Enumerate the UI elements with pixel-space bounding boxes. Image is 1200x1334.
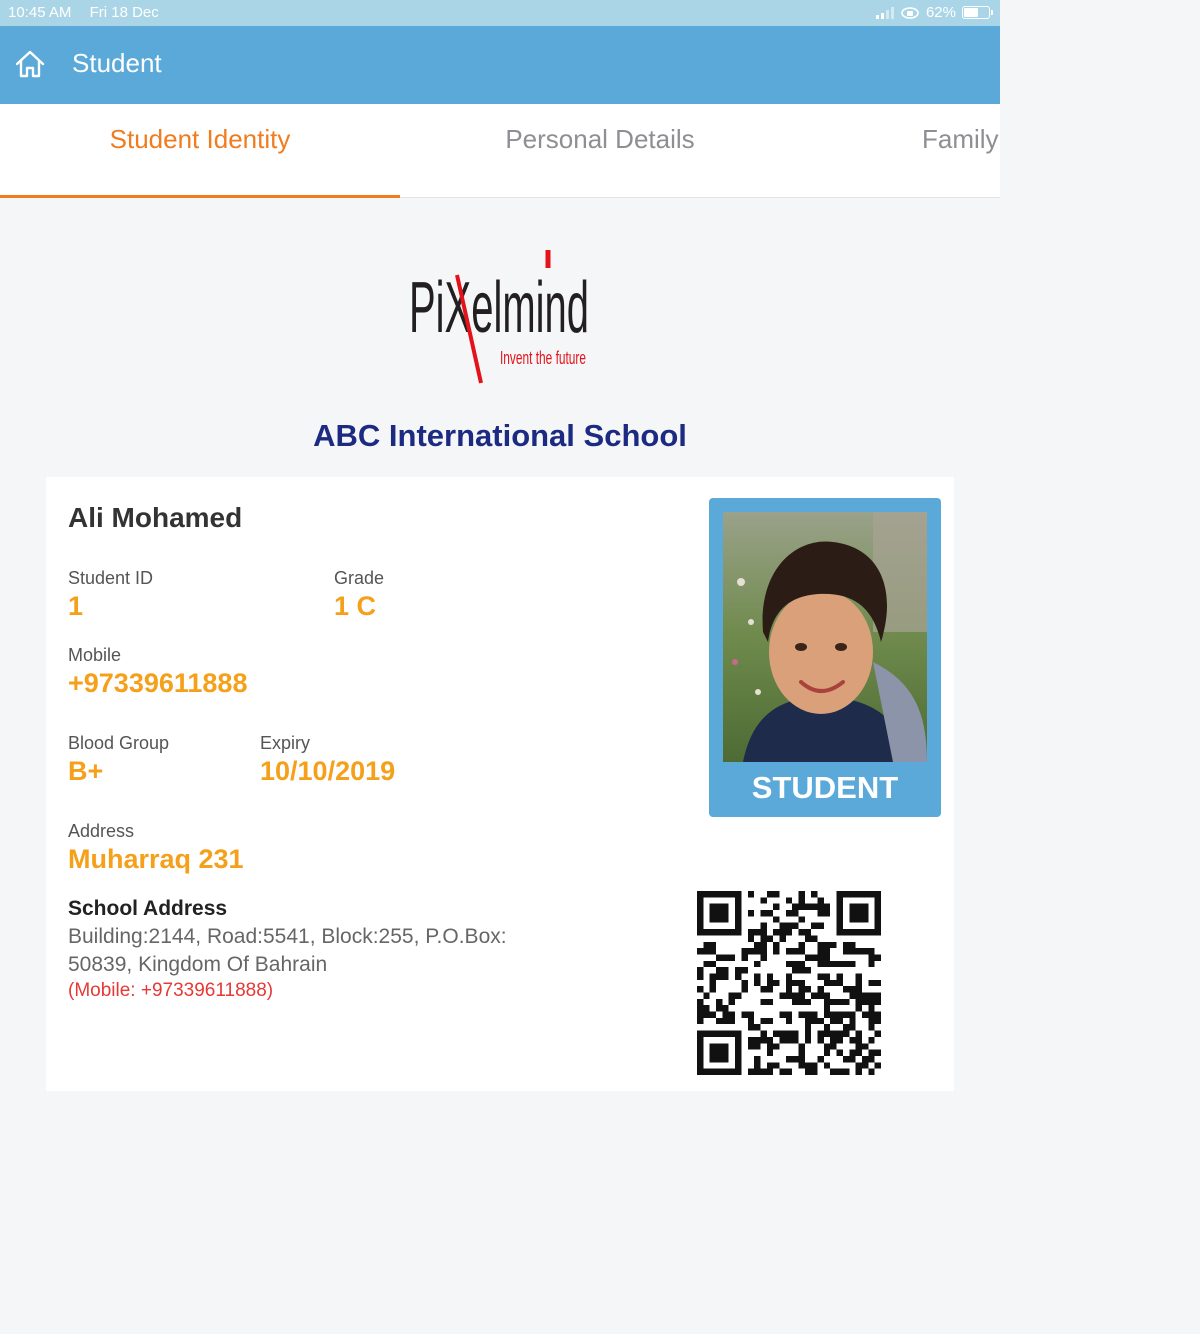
student-badge: STUDENT [751, 770, 899, 805]
tab-active-indicator [0, 195, 400, 198]
tab-personal-details[interactable]: Personal Details [505, 124, 695, 154]
blood-group-label: Blood Group [68, 733, 170, 753]
status-date: Fri 18 Dec [89, 4, 159, 21]
svg-text:Invent the future: Invent the future [500, 348, 586, 368]
student-photo [723, 512, 927, 762]
signal-icon [876, 7, 894, 19]
address-label: Address [68, 821, 135, 841]
page-title: Student [72, 48, 162, 78]
status-bar [0, 0, 1000, 26]
student-id-card [46, 477, 954, 1091]
school-address-label: School Address [68, 897, 228, 920]
expiry-label: Expiry [260, 733, 311, 753]
grade-value: 1 C [334, 591, 377, 621]
expiry-value: 10/10/2019 [260, 756, 396, 786]
student-photo-frame [709, 498, 941, 817]
app-bar [0, 26, 1000, 104]
student-name: Ali Mohamed [68, 502, 243, 533]
battery-icon [962, 6, 990, 19]
mobile-value: +97339611888 [68, 668, 248, 698]
svg-text:PiXelmind: PiXelmind [409, 268, 589, 348]
school-name: ABC International School [313, 418, 687, 453]
student-id-value: 1 [68, 591, 84, 621]
tab-family[interactable]: Family [922, 124, 999, 154]
address-value: Muharraq 231 [68, 844, 244, 874]
school-mobile: (Mobile: +97339611888) [68, 980, 274, 1001]
school-address-text: Building:2144, Road:5541, Block:255, P.O.Box: 50839, Kingdom Of Bahrain [68, 925, 507, 976]
mobile-label: Mobile [68, 645, 122, 665]
student-id-label: Student ID [68, 568, 154, 588]
school-logo [405, 240, 595, 390]
battery-percent: 62% [925, 4, 956, 21]
qr-code [697, 891, 881, 1075]
status-time: 10:45 AM [8, 4, 72, 21]
tab-student-identity[interactable]: Student Identity [109, 124, 291, 154]
home-icon[interactable] [14, 48, 46, 80]
blood-group-value: B+ [68, 756, 104, 786]
rotation-lock-icon [900, 6, 920, 20]
tab-bar [0, 104, 1000, 198]
grade-label: Grade [334, 568, 385, 588]
